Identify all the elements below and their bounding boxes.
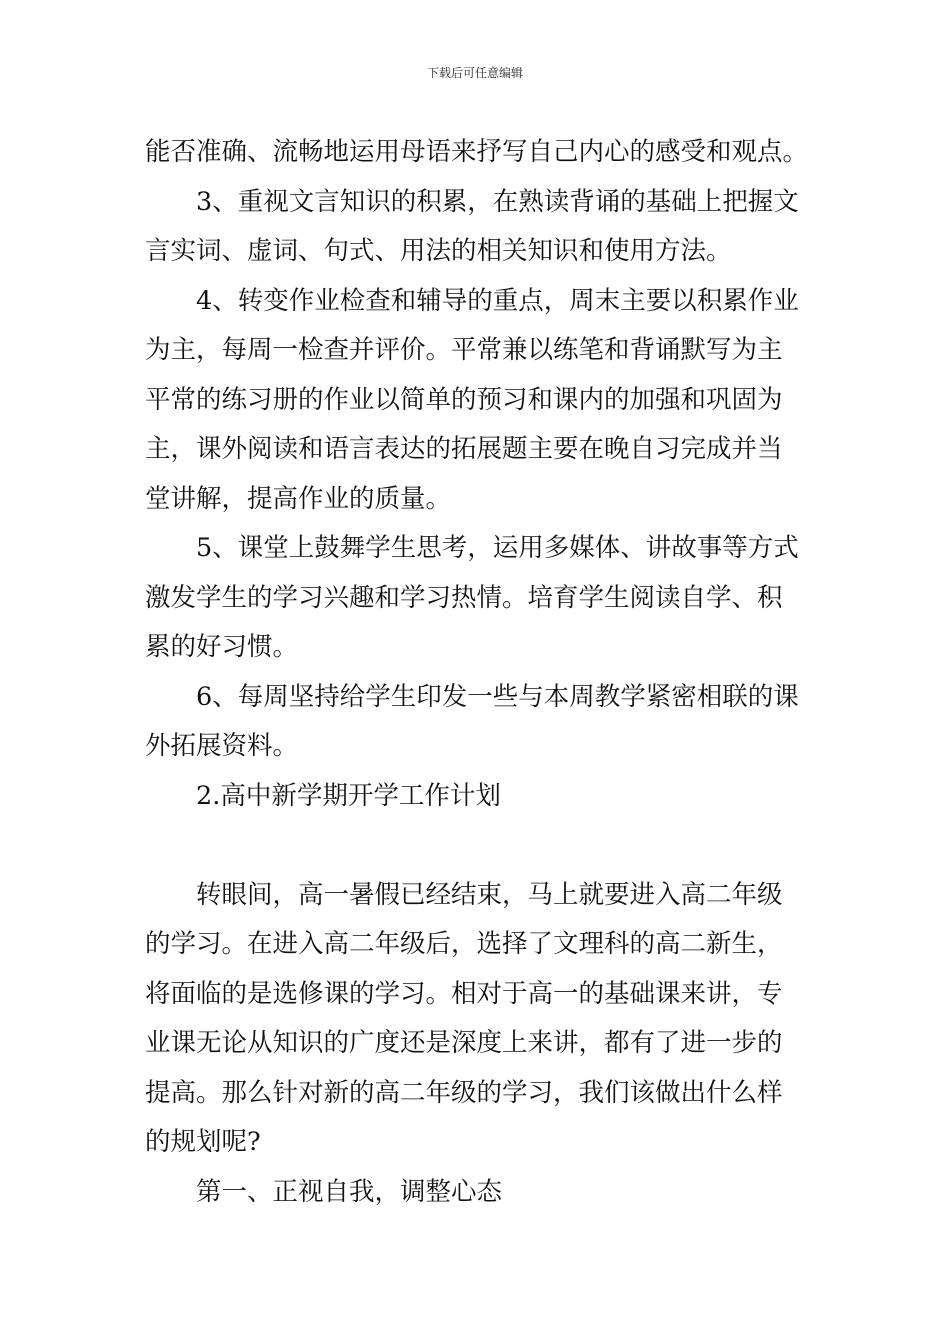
text-line: 5、课堂上鼓舞学生思考，运用多媒体、讲故事等方式 bbox=[196, 533, 799, 563]
text-line: 堂讲解，提高作业的质量。 bbox=[145, 483, 452, 514]
text-line: 4、转变作业检查和辅导的重点，周末主要以积累作业 bbox=[196, 285, 799, 316]
text-line: 言实词、虚词、句式、用法的相关知识和使用方法。 bbox=[145, 236, 732, 266]
text-line: 累的好习惯。 bbox=[145, 632, 299, 662]
text-line: 业课无论从知识的广度还是深度上来讲，都有了进一步的 bbox=[145, 1028, 783, 1058]
text-line: 的规划呢? bbox=[145, 1127, 261, 1157]
section-heading: 2.高中新学期开学工作计划 bbox=[196, 780, 501, 811]
text-line: 第一、正视自我，调整心态 bbox=[196, 1176, 503, 1207]
text-line: 能否准确、流畅地运用母语来抒写自己内心的感受和观点。 bbox=[145, 137, 809, 167]
text-line: 主，课外阅读和语言表达的拓展题主要在晚自习完成并当 bbox=[145, 434, 783, 464]
text-line: 激发学生的学习兴趣和学习热情。培育学生阅读自学、积 bbox=[145, 582, 783, 613]
text-line: 的学习。在进入高二年级后，选择了文理科的高二新生， bbox=[145, 929, 783, 959]
text-line: 外拓展资料。 bbox=[145, 731, 299, 761]
text-line: 转眼间，高一暑假已经结束，马上就要进入高二年级 bbox=[196, 879, 783, 910]
text-line: 为主，每周一检查并评价。平常兼以练笔和背诵默写为主 bbox=[145, 335, 783, 365]
text-line: 平常的练习册的作业以简单的预习和课内的加强和巩固为 bbox=[145, 384, 783, 415]
text-line: 3、重视文言知识的积累，在熟读背诵的基础上把握文 bbox=[196, 186, 799, 217]
text-line: 将面临的是选修课的学习。相对于高一的基础课来讲，专 bbox=[145, 978, 783, 1009]
text-line: 6、每周坚持给学生印发一些与本周教学紧密相联的课 bbox=[196, 681, 799, 712]
document-body bbox=[145, 128, 810, 1217]
page-header: 下载后可任意编辑 bbox=[426, 66, 523, 80]
text-line: 提高。那么针对新的高二年级的学习，我们该做出什么样 bbox=[145, 1077, 783, 1108]
blank-line bbox=[145, 821, 810, 871]
